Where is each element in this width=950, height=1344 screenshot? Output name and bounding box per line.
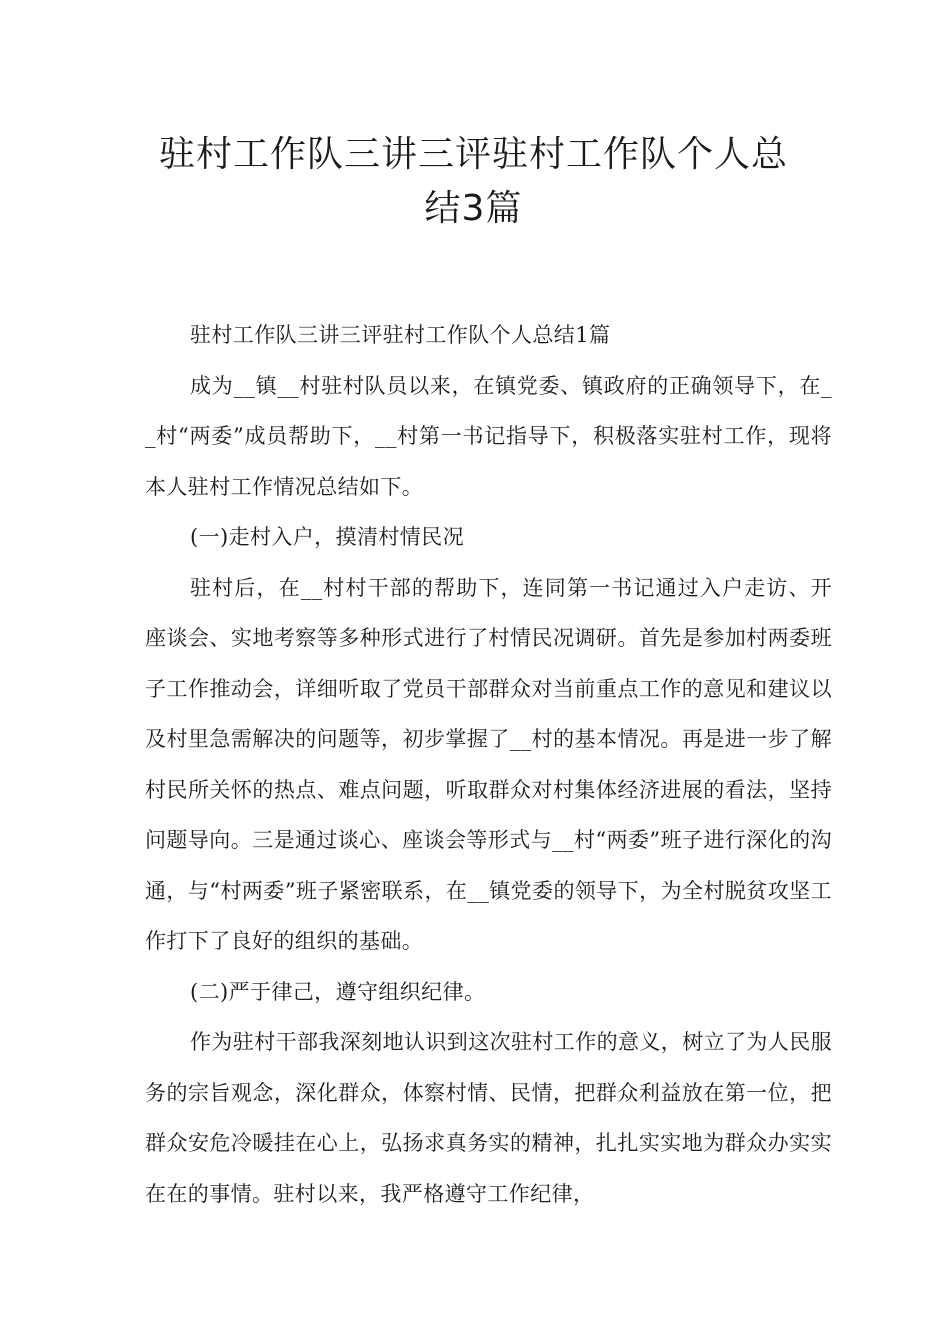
paragraph-section-2: 作为驻村干部我深刻地认识到这次驻村工作的意义，树立了为人民服务的宗旨观念，深化群众，体察村情、民情，把群众利益放在第一位，把群众安危冷暖挂在心上，弘扬求真务实的精神，扎扎实实地为群众办实实在在的事情。驻村以来，我严格遵守工作纪律， bbox=[145, 1030, 832, 1206]
title-line-1: 驻村工作队三讲三评驻村工作队个人总 bbox=[158, 134, 788, 175]
title-line-2: 结3篇 bbox=[424, 188, 523, 229]
document-title bbox=[145, 128, 832, 236]
document-body bbox=[145, 310, 832, 1219]
paragraph-section-1: 驻村后，在__村村干部的帮助下，连同第一书记通过入户走访、开座谈会、实地考察等多种形式进行了村情民况调研。首先是参加村两委班子工作推动会，详细听取了党员干部群众对当前重点工作的意见和建议以及村里急需解决的问题等，初步掌握了__村的基本情况。再是进一步了解村民所关怀的热点、难点问题，听取群众对村集体经济进展的看法，坚持问题导向。三是通过谈心、座谈会等形式与__村“两委”班子进行深化的沟通，与“村两委”班子紧密联系，在__镇党委的领导下，为全村脱贫攻坚工作打下了良好的组织的基础。 bbox=[145, 575, 832, 953]
section-heading-1: (一)走村入户，摸清村情民况 bbox=[190, 525, 464, 549]
section-heading-2: (二)严于律己，遵守组织纪律。 bbox=[190, 979, 486, 1004]
paragraph-intro: 成为__镇__村驻村队员以来，在镇党委、镇政府的正确领导下，在__村“两委”成员帮助下，__村第一书记指导下，积极落实驻村工作，现将本人驻村工作情况总结如下。 bbox=[145, 373, 832, 499]
section-heading-article-1: 驻村工作队三讲三评驻村工作队个人总结1篇 bbox=[190, 323, 611, 347]
